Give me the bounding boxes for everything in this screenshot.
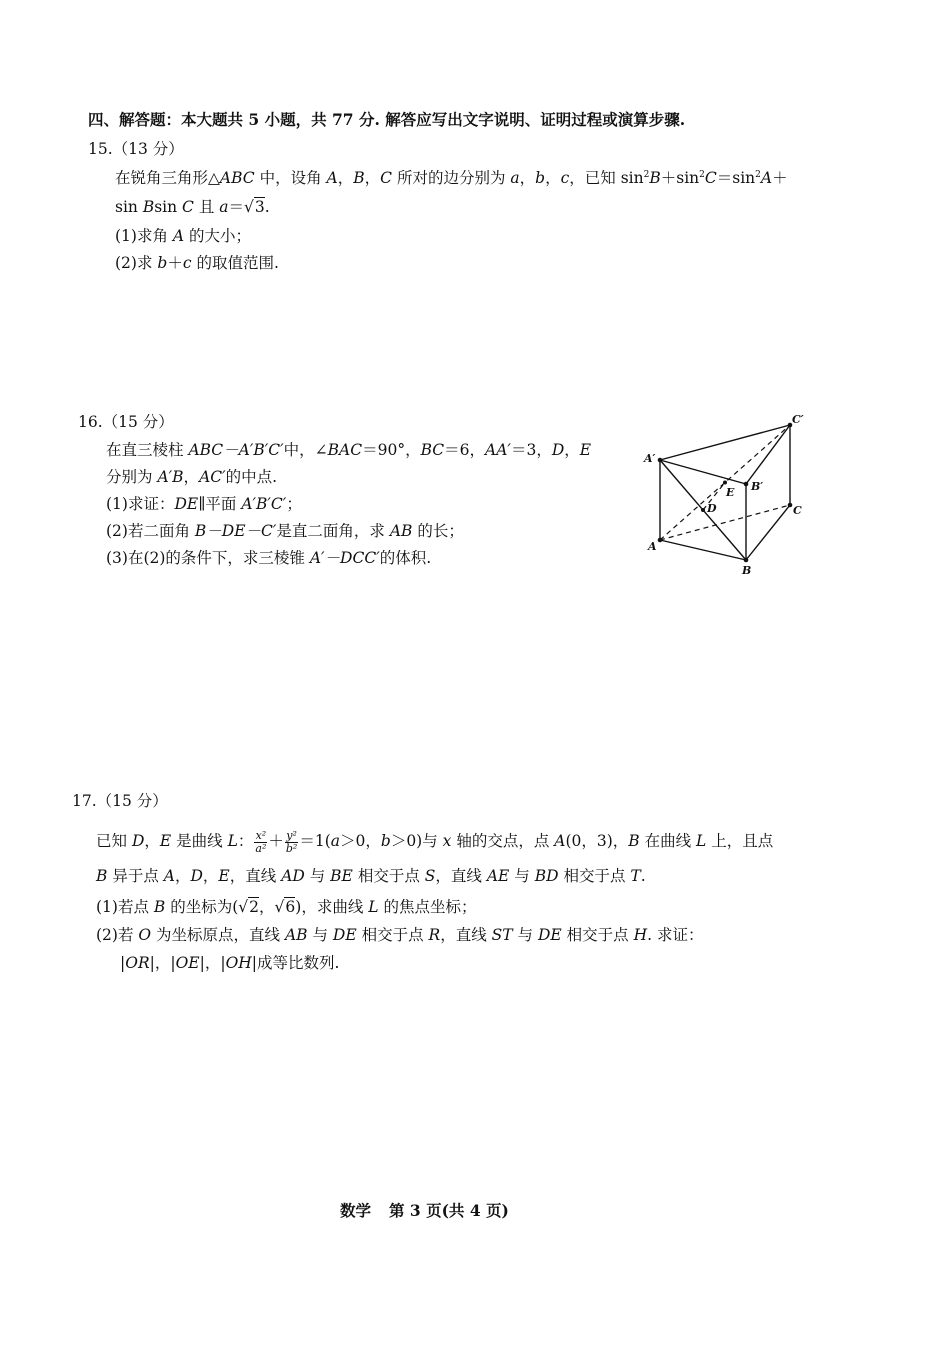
- q17-stem-line2: B 异于点 A，D，E，直线 AD 与 BE 相交于点 S，直线 AE 与 BD 相交于点 T.: [96, 867, 646, 885]
- q17-points: （15 分）: [96, 792, 168, 810]
- q15-heading: [88, 139, 184, 159]
- q16-heading: [78, 412, 174, 432]
- section-header: 四、解答题：本大题共 5 小题，共 77 分. 解答应写出文字说明、证明过程或演算步骤.: [88, 110, 686, 129]
- point-E: [723, 481, 727, 485]
- q17-part2: (2)若 O 为坐标原点，直线 AB 与 DE 相交于点 R，直线 ST 与 DE 相交于点 H. 求证：: [96, 926, 704, 944]
- label-E: E: [726, 486, 735, 499]
- point-B: [744, 558, 749, 563]
- point-A1: [658, 458, 663, 463]
- point-A: [658, 538, 663, 543]
- q15-part2: (2)求 b＋c 的取值范围.: [115, 254, 279, 272]
- point-D: [701, 508, 705, 512]
- q17-stem-line1: 已知 D，E 是曲线 L： $\frac{\text{x²}}{\text{a²}}$ ＋ $\frac{\text{y²}}{\text{b²}}$ ＝1(a＞0，b＞0)与 x 轴的交点，点 A(0，3)，B 在曲线 L 上，且点: [96, 828, 774, 855]
- q16-stem-line1: 在直三棱柱 ABC－A′B′C′中，∠BAC＝90°，BC＝6，AA′＝3，D，E: [106, 441, 592, 459]
- label-A: A: [648, 540, 657, 553]
- edge-BC: [746, 505, 790, 560]
- q17-heading: [72, 791, 168, 811]
- footer-subject: 数学: [340, 1201, 372, 1220]
- q16-part1: (1)求证：DE∥平面 A′B′C′；: [106, 495, 302, 513]
- edge-AB: [660, 540, 746, 560]
- label-D: D: [707, 502, 717, 515]
- q16-stem-line2: 分别为 A′B，AC′的中点.: [106, 468, 278, 486]
- q15-number: 15.: [88, 140, 113, 158]
- label-B: B: [742, 564, 752, 577]
- q17-part1: (1)若点 B 的坐标为(√2，√6)，求曲线 L 的焦点坐标；: [96, 898, 477, 916]
- q17-part2-conclusion: |OR|，|OE|，|OH|成等比数列.: [120, 954, 340, 972]
- q16-number: 16.: [78, 413, 103, 431]
- label-C1: C′: [792, 413, 804, 426]
- q16-part2: (2)若二面角 B－DE－C′是直二面角，求 AB 的长；: [106, 522, 464, 540]
- fraction-x2-over-a2: $\frac{\text{x²}}{\text{a²}}$: [255, 828, 267, 855]
- fraction-y2-over-b2: $\frac{\text{y²}}{\text{b²}}$: [285, 828, 298, 855]
- point-B1: [744, 482, 749, 487]
- q17-number: 17.: [72, 792, 97, 810]
- q15-stem-line2: sin Bsin C 且 a＝√3.: [115, 198, 270, 216]
- prism-figure: [640, 410, 820, 580]
- q15-points: （13 分）: [112, 140, 184, 158]
- page-footer: [340, 1201, 509, 1221]
- q16-part3: (3)在(2)的条件下，求三棱锥 A′－DCC′的体积.: [106, 549, 432, 567]
- edge-B1C1: [746, 425, 790, 484]
- label-A1: A′: [644, 452, 656, 465]
- footer-page-number: 第 3 页(共 4 页): [389, 1201, 509, 1220]
- q15-stem-line1: 在锐角三角形△ABC 中，设角 A，B，C 所对的边分别为 a，b，c，已知 $\sin^2B+\sin^2C=\sin^2A+$: [115, 169, 788, 188]
- label-B1: B′: [751, 480, 764, 493]
- edge-A1B1: [660, 460, 746, 484]
- label-C: C: [793, 504, 802, 517]
- point-C: [788, 503, 793, 508]
- q16-points: （15 分）: [102, 413, 174, 431]
- q15-part1: (1)求角 A 的大小；: [115, 227, 252, 245]
